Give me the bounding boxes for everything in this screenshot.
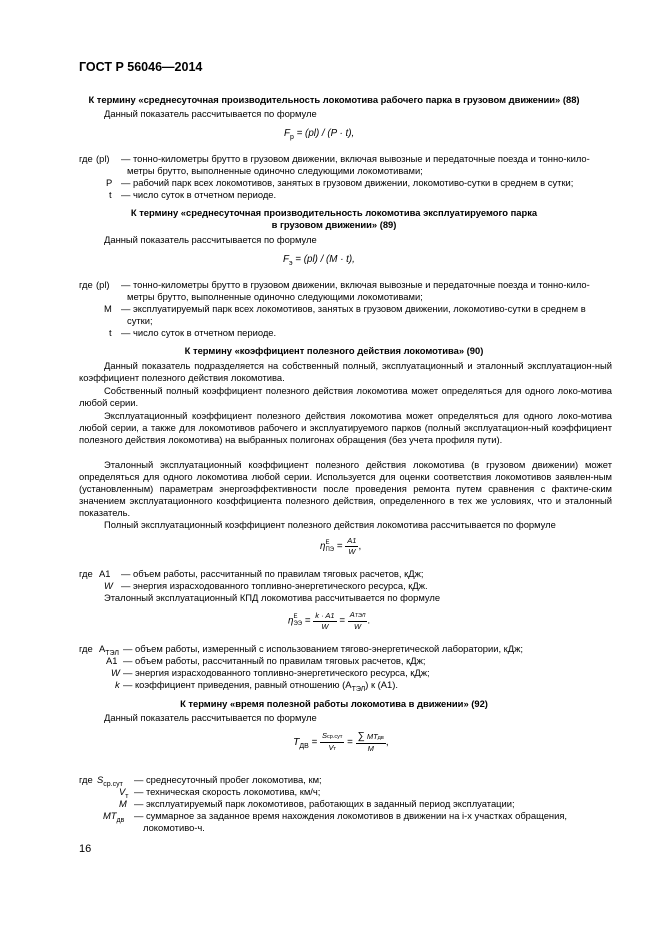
s92-def-sym: M <box>119 798 127 809</box>
s90-formula-full-efficiency: η E ПЭ = $\frac{A1}{W}$ , <box>320 536 362 556</box>
s90-def1-text: — энергия израсходованного топливно-энергетического ресурса, кДж. <box>121 580 428 591</box>
s90-def2-text: — энергия израсходованного топливно-энергетического ресурса, кДж; <box>123 667 430 678</box>
section-90-heading: К термину «коэффициент полезного действия локомотива» (90) <box>184 345 484 356</box>
s92-def-text: локомотиво-ч. <box>143 822 205 833</box>
s89-def-text: — эксплуатируемый парк всех локомотивов, занятых в грузовом движении, локомотиво-сутки в среднем в <box>121 303 586 314</box>
s92-def-text: — среднесуточный пробег локомотива, км; <box>134 774 322 785</box>
s88-where: где <box>79 153 93 164</box>
s89-def-sym: (pl) <box>96 279 110 290</box>
s90-where: где <box>79 568 93 579</box>
section-89-heading: К термину «среднесуточная производительность локомотива эксплуатируемого парка <box>130 207 538 218</box>
s90-formula-reference-efficiency: η E ЭЭ = $\frac{k \cdot A1}{W}$ = $\frac{\text{AТЭЛ}}{W}$ . <box>288 610 371 631</box>
s88-def-sym: P <box>106 177 113 188</box>
section-89-heading-line2: в грузовом движении» (89) <box>271 219 397 230</box>
s88-intro: Данный показатель рассчитывается по формуле <box>104 108 317 119</box>
s90-def2-text: — объем работы, рассчитанный по правилам тяговых расчетов, кДж; <box>123 655 426 666</box>
s90-def1-sym: W <box>104 580 113 591</box>
s92-def-text: — эксплуатируемый парк локомотивов, работающих в заданный период эксплуатации; <box>134 798 515 809</box>
s89-def-sym: t <box>109 327 112 338</box>
s90-def1-sym: A1 <box>99 568 111 579</box>
s89-def-sym: M <box>104 303 112 314</box>
s89-def-text: метры брутто, выполненные одиночно следующими локомотивами; <box>127 291 423 302</box>
s90-def2-sym: W <box>111 667 120 678</box>
s89-def-text: сутки; <box>127 315 153 326</box>
s89-def-text: — тонно-километры брутто в грузовом движении, включая вывозные и передаточные поезда и тонно-кило- <box>121 279 590 290</box>
s90-paragraph: Эталонный эксплуатационный коэффициент полезного действия локомотива (в грузовом движении) может определяться для одного локомотива любой серии. Используется для оценки соответствия локомотивов заявлен-ным (установленным) параметрам энергоэффективности после проведения ремонта путем сравнения с фактиче-ским значением эксплуатационного коэффициента полезного действия, определенного в тех же условиях, что и эталонный показатель. <box>79 459 612 518</box>
s90-def2-text: — объем работы, измеренный с использованием тягово-энергетической лаборатории, кДж; <box>123 643 524 654</box>
page-number: 16 <box>79 843 92 855</box>
s92-where: где <box>79 774 93 785</box>
s90-intro2: Эталонный эксплуатационный КПД локомотива рассчитывается по формуле <box>104 592 441 603</box>
s92-def-sym: $V_т$ <box>119 786 129 800</box>
s92-formula: $T_{ДВ}$ = $\frac{\text{Sср.сут}}{Vт}$ = $\frac{\text{∑ MTдв}}{M}$ , <box>293 730 389 753</box>
s90-def2-sym: k <box>115 679 120 690</box>
s92-def-text: — техническая скорость локомотива, км/ч; <box>134 786 321 797</box>
s89-intro: Данный показатель рассчитывается по формуле <box>104 234 317 245</box>
s90-def2-text: — коэффициент приведения, равный отношению $(A_{ТЭЛ})$ к (A1). <box>123 679 398 693</box>
s88-def-sym: (pl) <box>96 153 110 164</box>
s90-intro1: Полный эксплуатационный коэффициент полезного действия локомотива рассчитывается по формуле <box>104 519 556 530</box>
s90-paragraph: Данный показатель подразделяется на собственный полный, эксплуатационный и эталонный эксплуатацион-ный коэффициент полезного действия локомотива. <box>79 360 612 383</box>
s90-def2-sym: $A_{ТЭЛ}$ <box>99 643 119 657</box>
s92-intro: Данный показатель рассчитывается по формуле <box>104 712 317 723</box>
section-92-heading: К термину «время полезной работы локомотива в движении» (92) <box>180 698 488 709</box>
s90-def1-text: — объем работы, рассчитанный по правилам тяговых расчетов, кДж; <box>121 568 424 579</box>
s90-paragraph: Собственный полный коэффициент полезного действия локомотива может определяться для одного локо-мотива любой серии. <box>79 385 612 408</box>
s92-def-text: — суммарное за заданное время нахождения локомотивов в движении на i-х участках обращения, <box>134 810 568 821</box>
s88-def-text: — тонно-километры брутто в грузовом движении, включая вывозные и передаточные поезда и тонно-кило- <box>121 153 590 164</box>
section-88-heading: К термину «среднесуточная производительность локомотива рабочего парка в грузовом движении» (88) <box>88 94 580 105</box>
s88-def-text: — число суток в отчетном периоде. <box>121 189 277 200</box>
s92-def-sym: $S_{ср.сут}$ <box>97 774 123 788</box>
s92-def-sym: $MT_{дв}$ <box>103 810 125 824</box>
standard-header: ГОСТ Р 56046—2014 <box>79 60 203 74</box>
s89-def-text: — число суток в отчетном периоде. <box>121 327 277 338</box>
s90-def2-sym: A1 <box>106 655 118 666</box>
s89-formula: $F_э = (pl) / (M \cdot t)$, <box>283 254 355 267</box>
s88-def-text: метры брутто, выполненные одиночно следующими локомотивами; <box>127 165 423 176</box>
s90-where-2: где <box>79 643 93 654</box>
s88-formula: $F_р = (pl) / (P \cdot t)$, <box>284 128 355 141</box>
s90-paragraph: Эксплуатационный коэффициент полезного действия локомотива может определяться для одного локо-мотива любой серии, а также для локомотивов рабочего и эксплуатируемого парков (полный эксплуатацион-ный коэффициент полезного действия локомотива) на выбранных полигонах обращения (без учета профиля пути). <box>79 410 612 445</box>
s88-def-sym: t <box>109 189 112 200</box>
s88-def-text: — рабочий парк всех локомотивов, занятых в грузовом движении, локомотиво-сутки в среднем в сутки; <box>121 177 574 188</box>
s89-where: где <box>79 279 93 290</box>
